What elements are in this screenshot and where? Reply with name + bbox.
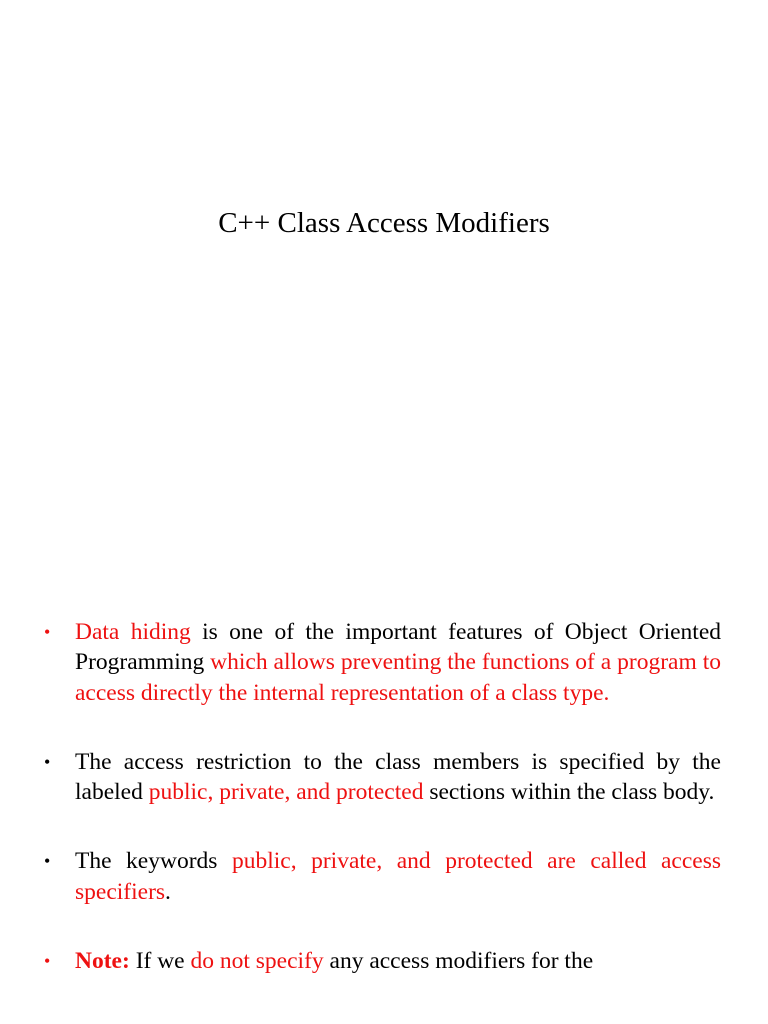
bullet-text-segment: The keywords [75,848,232,875]
bullet-text-segment: any access modifiers for the [323,948,594,975]
bullet-text-segment: public, private, and protected are called access specifiers [75,848,721,905]
bullet-text-segment: Data hiding [75,619,191,645]
bullet-text-segment: which allows preventing the functions of a program to access directly the internal representation of a class type. [75,649,721,706]
bullet-item-data-hiding [44,617,722,708]
bullet-dot-icon: • [44,951,51,972]
bullet-text-segment: public, private, and protected [148,779,424,806]
bullet-text-segment: If we [129,948,191,975]
bullet-text-segment: do not specify [190,948,324,975]
bullet-item-note [44,946,721,976]
bullet-item-keywords [44,846,721,907]
bullet-dot-icon: • [44,851,51,872]
slide-title: C++ Class Access Modifiers [218,207,550,239]
bullet-dot-icon: • [44,622,51,642]
bullet-list [44,617,722,1015]
bullet-text-segment: is one of the important features of Object Oriented Programming [75,619,722,676]
bullet-item-access-restriction [44,747,721,808]
bullet-text-segment: . [165,878,171,905]
bullet-text-segment: Note: [75,948,130,975]
bullet-text-segment: The access restriction to the class members is specified by the labeled [75,748,721,806]
bullet-dot-icon: • [44,751,51,772]
bullet-text-segment: sections within the class body. [423,779,715,806]
